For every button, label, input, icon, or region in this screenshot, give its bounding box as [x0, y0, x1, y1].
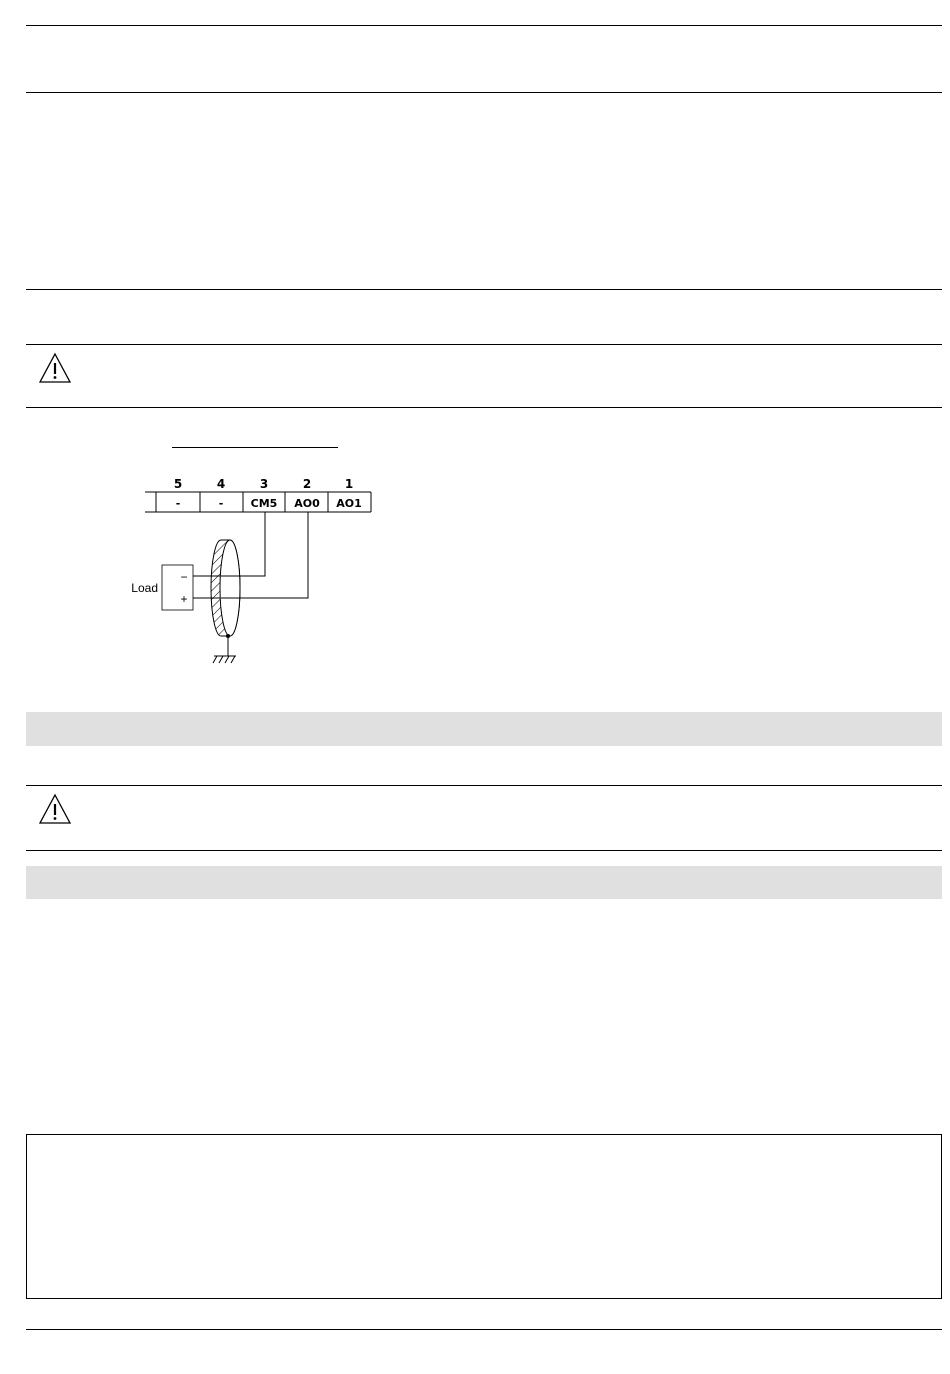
rule-warning-1-bottom [26, 407, 942, 408]
load-plus-sign: + [180, 592, 188, 606]
rule-warning-2-top [26, 785, 942, 786]
terminal-label-ao1: AO1 [336, 497, 362, 510]
shaded-band-2 [26, 866, 942, 899]
warning-triangle-icon [38, 352, 72, 384]
load-box [162, 565, 193, 610]
rule-warning-1-top [26, 344, 942, 345]
wiring-diagram [120, 470, 380, 670]
bordered-box [26, 1134, 942, 1299]
load-label: Load [131, 581, 158, 595]
rule-3 [26, 289, 942, 290]
load-minus-sign: − [180, 570, 188, 584]
cable-shield [211, 540, 240, 636]
rule-top-1 [26, 25, 942, 26]
shaded-band-1 [26, 712, 942, 746]
rule-warning-2-bottom [26, 850, 942, 851]
terminal-number-1: 1 [344, 477, 354, 491]
rule-top-2 [26, 92, 942, 93]
terminal-label-4: - [218, 497, 224, 510]
terminal-number-4: 4 [216, 477, 226, 491]
heading-underline [172, 447, 338, 448]
rule-bottom [26, 1329, 942, 1330]
terminal-number-2: 2 [302, 477, 312, 491]
ground-icon [213, 634, 236, 663]
terminal-label-5: - [175, 497, 181, 510]
warning-triangle-icon [38, 793, 72, 825]
terminal-label-ao0: AO0 [294, 497, 320, 510]
terminal-label-cm5: CM5 [250, 497, 278, 510]
terminal-number-5: 5 [173, 477, 183, 491]
terminal-number-3: 3 [259, 477, 269, 491]
